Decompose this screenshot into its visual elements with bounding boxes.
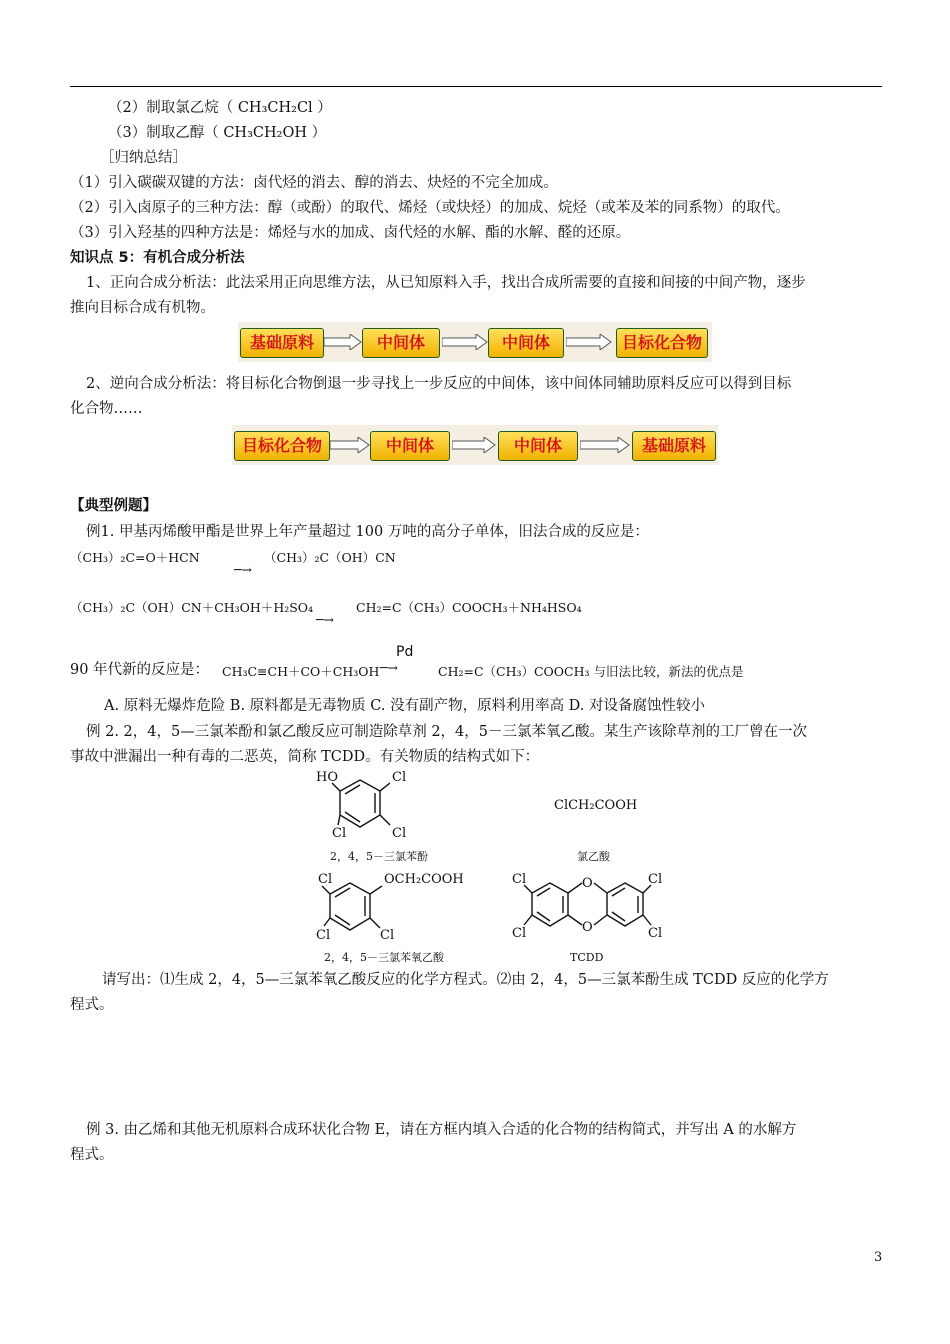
structure-label: HO bbox=[316, 770, 338, 785]
structure-label: Cl bbox=[392, 770, 407, 785]
structure-label: Cl bbox=[648, 872, 663, 887]
text-line: （2）制取氯乙烷（ CH₃CH₂Cl ） bbox=[108, 100, 332, 116]
header-rule bbox=[70, 86, 882, 87]
equation-right: CH₂=C（CH₃）COOCH₃＋NH₄HSO₄ bbox=[356, 600, 582, 615]
reverse-flow-diagram bbox=[232, 425, 718, 465]
structure-label: ClCH₂COOH bbox=[554, 798, 638, 813]
flow-arrow-icon bbox=[442, 334, 488, 350]
example-2-question: 请写出：⑴生成 2，4，5—三氯苯氧乙酸反应的化学方程式。⑵由 2，4，5—三氯苯酚生成 TCDD 反应的化学方 bbox=[102, 972, 829, 988]
flow-arrow-icon bbox=[330, 437, 370, 453]
section-heading: 【典型例题】 bbox=[70, 498, 157, 514]
example-3-text: 例 3. 由乙烯和其他无机原料合成环状化合物 E，请在方框内填入合适的化合物的结构简式，并写出 A 的水解方 bbox=[86, 1122, 797, 1138]
structure-label: Cl bbox=[512, 872, 527, 887]
reaction-arrow: ─→ bbox=[316, 612, 334, 627]
equation-left: （CH₃）₂C（OH）CN＋CH₃OH＋H₂SO₄ bbox=[70, 600, 314, 615]
flow-box: 中间体 bbox=[488, 328, 564, 358]
equation-left: CH₃C≡CH＋CO＋CH₃OH bbox=[222, 664, 380, 679]
flow-box: 目标化合物 bbox=[616, 328, 708, 358]
text-line: 化合物…… bbox=[70, 401, 143, 417]
flow-arrow-icon bbox=[580, 437, 630, 453]
equation-left: （CH₃）₂C=O＋HCN bbox=[70, 550, 200, 565]
flow-box: 中间体 bbox=[498, 431, 578, 461]
catalyst-label: Pd bbox=[396, 644, 414, 660]
text-line: 1、正向合成分析法：此法采用正向思维方法，从已知原料入手，找出合成所需要的直接和间接的中间产物，逐步 bbox=[86, 275, 806, 291]
flow-box: 中间体 bbox=[370, 431, 450, 461]
knowledge-point-title: 知识点 5：有机合成分析法 bbox=[70, 250, 245, 266]
flow-arrow-icon bbox=[566, 334, 612, 350]
structure-name: 2，4，5－三氯苯酚 bbox=[330, 850, 428, 863]
structure-label: Cl bbox=[332, 826, 347, 841]
example-3-text: 程式。 bbox=[70, 1147, 114, 1163]
structure-label: Cl bbox=[316, 928, 331, 943]
structure-label: OCH₂COOH bbox=[384, 872, 464, 887]
structure-label: Cl bbox=[648, 926, 663, 941]
example-2-question: 程式。 bbox=[70, 997, 114, 1013]
equation-right: CH₂=C（CH₃）COOCH₃ 与旧法比较，新法的优点是 bbox=[438, 664, 744, 679]
structure-name: 2，4，5－三氯苯氧乙酸 bbox=[324, 951, 444, 964]
structure-label: Cl bbox=[392, 826, 407, 841]
text-line: 90 年代新的反应是： bbox=[70, 662, 210, 678]
text-line: （3）引入羟基的四种方法是：烯烃与水的加成、卤代烃的水解、酯的水解、醛的还原。 bbox=[70, 225, 631, 241]
structure-label: Cl bbox=[380, 928, 395, 943]
reaction-arrow: ─→ bbox=[234, 562, 252, 577]
flow-arrow-icon bbox=[324, 334, 362, 350]
flow-box: 基础原料 bbox=[632, 431, 716, 461]
structure-name: TCDD bbox=[570, 951, 604, 964]
text-line: （1）引入碳碳双键的方法：卤代烃的消去、醇的消去、炔烃的不完全加成。 bbox=[70, 175, 558, 191]
example-2-text: 事故中泄漏出一种有毒的二恶英，简称 TCDD。有关物质的结构式如下： bbox=[70, 749, 540, 765]
structure-label: Cl bbox=[512, 926, 527, 941]
flow-box: 基础原料 bbox=[240, 328, 324, 358]
text-line: 推向目标合成有机物。 bbox=[70, 300, 215, 316]
flow-box: 中间体 bbox=[362, 328, 440, 358]
text-line: （2）引入卤原子的三种方法：醇（或酚）的取代、烯烃（或炔烃）的加成、烷烃（或苯及苯的同系物）的取代。 bbox=[70, 200, 790, 216]
forward-flow-diagram bbox=[238, 322, 712, 362]
page-number: 3 bbox=[874, 1250, 883, 1265]
flow-arrow-icon bbox=[452, 437, 496, 453]
section-heading: ［归纳总结］ bbox=[100, 150, 187, 166]
text-line: （3）制取乙醇（ CH₃CH₂OH ） bbox=[108, 125, 327, 141]
structure-label: O bbox=[582, 920, 593, 935]
answer-options: A. 原料无爆炸危险 B. 原料都是无毒物质 C. 没有副产物，原料利用率高 D. 对设备腐蚀性较小 bbox=[104, 698, 706, 714]
structure-label: O bbox=[582, 876, 593, 891]
example-2-text: 例 2. 2，4，5—三氯苯酚和氯乙酸反应可制造除草剂 2，4，5－三氯苯氧乙酸。某生产该除草剂的工厂曾在一次 bbox=[86, 724, 808, 740]
chemical-structures-figure bbox=[310, 765, 690, 970]
structure-name: 氯乙酸 bbox=[577, 850, 610, 863]
text-line: 2、逆向合成分析法：将目标化合物倒退一步寻找上一步反应的中间体，该中间体同辅助原料反应可以得到目标 bbox=[86, 376, 792, 392]
structure-label: Cl bbox=[318, 872, 333, 887]
equation-right: （CH₃）₂C（OH）CN bbox=[264, 550, 396, 565]
example-1-text: 例1. 甲基丙烯酸甲酯是世界上年产量超过 100 万吨的高分子单体，旧法合成的反应是： bbox=[86, 524, 649, 540]
flow-box: 目标化合物 bbox=[234, 431, 330, 461]
reaction-arrow: ─→ bbox=[380, 660, 398, 675]
